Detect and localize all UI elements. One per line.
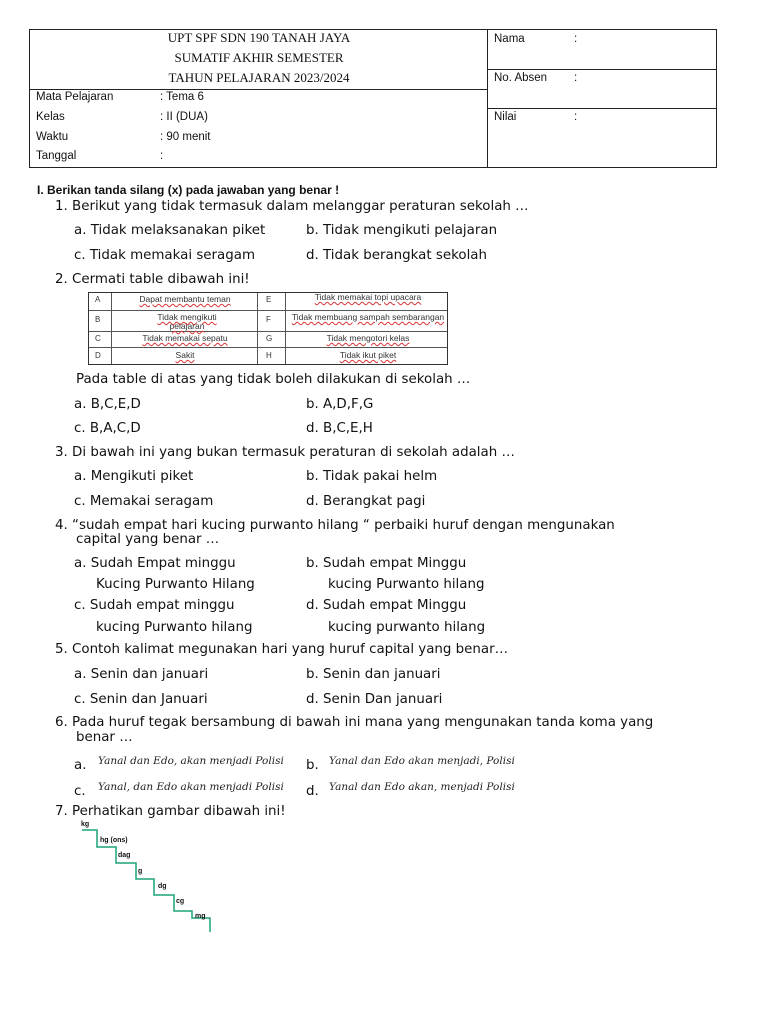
table-row-line-3	[89, 347, 447, 348]
field-date-value: :	[160, 150, 164, 162]
question-3-option-c[interactable]: c. Memakai seragam	[74, 494, 214, 509]
question-3-option-d[interactable]: d. Berangkat pagi	[306, 494, 426, 509]
field-class-value: : II (DUA)	[160, 111, 208, 123]
question-6-option-a[interactable]: Yanal dan Edo, akan menjadi Polisi	[98, 755, 284, 767]
question-5-option-c[interactable]: c. Senin dan Januari	[74, 692, 208, 707]
table-col-line-2	[257, 293, 258, 364]
question-3-option-a[interactable]: a. Mengikuti piket	[74, 469, 194, 484]
question-3-option-b[interactable]: b. Tidak pakai helm	[306, 469, 438, 484]
table-row-label: G	[266, 334, 273, 343]
table-row-label: C	[95, 334, 101, 343]
question-6-option-c-label[interactable]: c.	[74, 784, 86, 799]
question-6-option-d[interactable]: Yanal dan Edo akan, menjadi Polisi	[329, 781, 515, 793]
question-6-option-b[interactable]: Yanal dan Edo akan menjadi, Polisi	[329, 755, 515, 767]
question-6-option-b-label[interactable]: b.	[306, 758, 319, 773]
question-4-option-d[interactable]: d. Sudah empat Minggu	[306, 598, 467, 613]
question-4-text: 4. “sudah empat hari kucing purwanto hilang “ perbaiki huruf dengan mengunakan	[55, 518, 615, 533]
exam-header-box	[29, 29, 717, 168]
table-cell: Tidak memakai topi upacara	[314, 292, 422, 302]
question-1-option-d[interactable]: d. Tidak berangkat sekolah	[306, 248, 487, 263]
question-6-text: 6. Pada huruf tegak bersambung di bawah ini mana yang mengunakan tanda koma yang	[55, 715, 654, 730]
table-row-line-2	[89, 331, 447, 332]
stair-step-label: g	[138, 868, 143, 875]
question-2-option-c[interactable]: c. B,A,C,D	[74, 421, 141, 436]
stair-step-label: cg	[176, 898, 185, 905]
question-2-option-a[interactable]: a. B,C,E,D	[74, 397, 141, 412]
rules-table	[88, 292, 448, 365]
table-cell: Sakit	[175, 350, 195, 360]
question-1-text: 1. Berikut yang tidak termasuk dalam melanggar peraturan sekolah …	[55, 199, 529, 214]
stair-step-label: dg	[158, 883, 167, 890]
question-4-option-a[interactable]: a. Sudah Empat minggu	[74, 556, 236, 571]
question-5-option-d[interactable]: d. Senin Dan januari	[306, 692, 443, 707]
stair-step-label: hg (ons)	[100, 837, 128, 844]
question-4-option-b[interactable]: b. Sudah empat Minggu	[306, 556, 467, 571]
table-col-line-3	[285, 293, 286, 364]
header-divider-left	[30, 89, 488, 90]
table-row-label: B	[95, 315, 101, 324]
question-1-option-a[interactable]: a. Tidak melaksanakan piket	[74, 223, 266, 238]
question-2-option-d[interactable]: d. B,C,E,H	[306, 421, 373, 436]
table-cell: Tidak ikut piket	[339, 350, 397, 360]
field-subject-label: Mata Pelajaran	[36, 91, 114, 103]
table-row-line-1	[89, 310, 447, 311]
question-1-option-c[interactable]: c. Tidak memakai seragam	[74, 248, 255, 263]
field-score-label: Nilai	[494, 111, 517, 123]
table-col-line-1	[111, 293, 112, 364]
question-6-option-a-label[interactable]: a.	[74, 758, 87, 773]
table-row-label: F	[266, 315, 271, 324]
question-4-option-b-line2: kucing Purwanto hilang	[328, 577, 485, 592]
school-name: UPT SPF SDN 190 TANAH JAYA	[167, 30, 351, 45]
field-absen-input[interactable]: :	[574, 72, 578, 84]
question-5-option-a[interactable]: a. Senin dan januari	[74, 667, 209, 682]
field-date-label: Tanggal	[36, 150, 77, 162]
field-absen-label: No. Absen	[494, 72, 548, 84]
table-row-label: A	[95, 295, 101, 304]
table-row-label: H	[266, 351, 272, 360]
question-2-text: 2. Cermati table dibawah ini!	[55, 272, 250, 287]
question-6-option-c[interactable]: Yanal, dan Edo akan menjadi Polisi	[98, 781, 284, 793]
field-name-label: Nama	[494, 33, 525, 45]
question-5-option-b[interactable]: b. Senin dan januari	[306, 667, 441, 682]
question-4-text-line2: capital yang benar …	[76, 532, 220, 547]
table-row-label: E	[266, 295, 272, 304]
field-score-input[interactable]: :	[574, 111, 578, 123]
question-5-text: 5. Contoh kalimat megunakan hari yang huruf capital yang benar…	[55, 642, 509, 657]
question-4-option-d-line2: kucing purwanto hilang	[328, 620, 486, 635]
question-4-option-a-line2: Kucing Purwanto Hilang	[96, 577, 255, 592]
stair-step-label: mg	[195, 913, 206, 920]
question-6-option-d-label[interactable]: d.	[306, 784, 319, 799]
stair-step-label: kg	[81, 821, 90, 828]
table-cell: Dapat membantu teman	[139, 294, 231, 304]
question-1-option-b[interactable]: b. Tidak mengikuti pelajaran	[306, 223, 498, 238]
table-cell: Tidak membuang sampah sembarangan	[291, 312, 445, 322]
table-cell: Tidak mengotori kelas	[326, 333, 410, 343]
stair-step-label: dag	[118, 852, 131, 859]
question-2-option-b[interactable]: b. A,D,F,G	[306, 397, 374, 412]
field-name-input[interactable]: :	[574, 33, 578, 45]
header-divider-right-2	[487, 108, 717, 109]
field-time-label: Waktu	[36, 131, 69, 143]
question-4-option-c-line2: kucing Purwanto hilang	[96, 620, 253, 635]
exam-title: SUMATIF AKHIR SEMESTER	[174, 50, 344, 65]
field-subject-value: : Tema 6	[160, 91, 204, 103]
school-year: TAHUN PELAJARAN 2023/2024	[168, 70, 350, 85]
question-7-text: 7. Perhatikan gambar dibawah ini!	[55, 804, 286, 819]
question-4-option-c[interactable]: c. Sudah empat minggu	[74, 598, 235, 613]
field-time-value: : 90 menit	[160, 131, 211, 143]
table-cell: Tidak memakai sepatu	[142, 333, 228, 343]
question-2-prompt: Pada table di atas yang tidak boleh dilakukan di sekolah …	[76, 372, 471, 387]
header-divider-right-1	[487, 69, 717, 70]
question-3-text: 3. Di bawah ini yang bukan termasuk peraturan di sekolah adalah …	[55, 445, 515, 460]
table-row-label: D	[95, 351, 101, 360]
section-title: I. Berikan tanda silang (x) pada jawaban yang benar !	[37, 183, 340, 197]
question-6-text-line2: benar …	[76, 730, 133, 745]
field-class-label: Kelas	[36, 111, 65, 123]
table-cell: Tidak mengikuti pelajaran	[157, 312, 217, 331]
